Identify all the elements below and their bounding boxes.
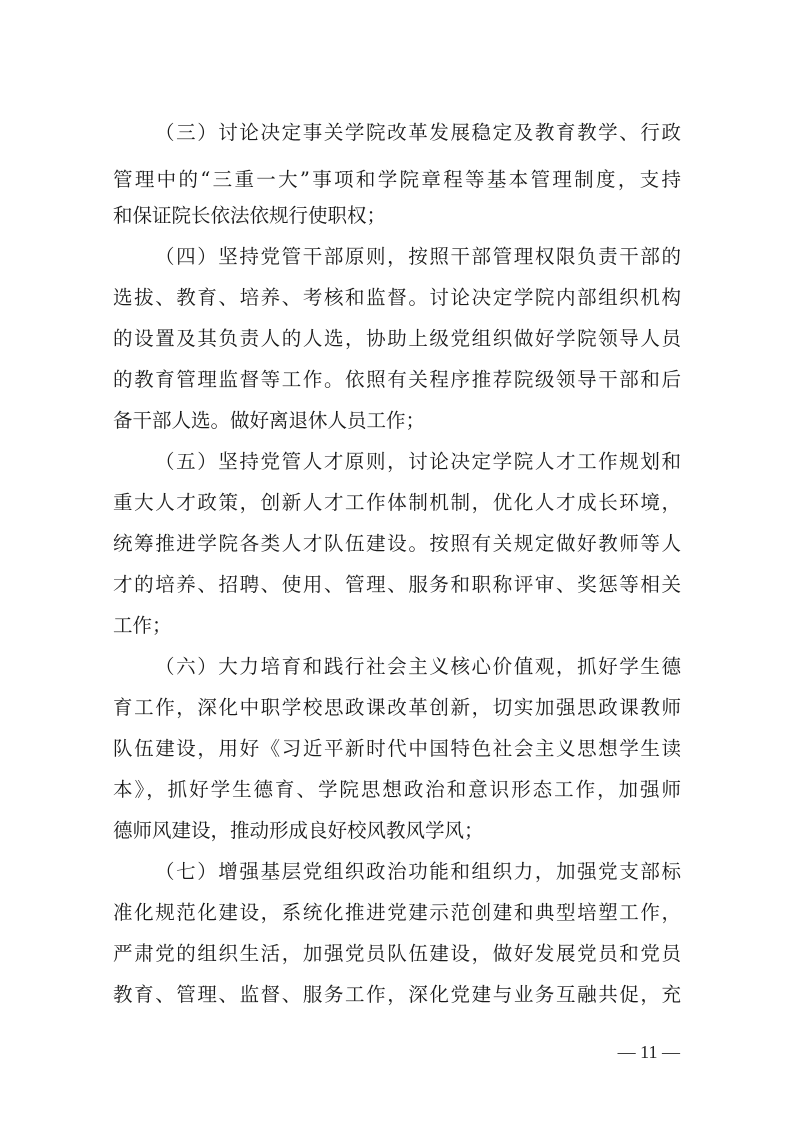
paragraph-2-line-3: 的设置及其负责人的人选，协助上级党组织做好学院领导人员	[113, 327, 681, 350]
paragraph-2-line-2: 选拔、教育、培养、考核和监督。讨论决定学院内部组织机构	[113, 286, 681, 309]
paragraph-3-line-3: 统筹推进学院各类人才队伍建设。按照有关规定做好教师等人	[113, 532, 681, 555]
paragraph-3-line-4: 才的培养、招聘、使用、管理、服务和职称评审、奖惩等相关	[113, 573, 681, 596]
paragraph-2-line-5: 备干部人选。做好离退休人员工作；	[113, 409, 426, 432]
page-number: — 11 —	[617, 1042, 680, 1062]
paragraph-3-line-1: （五）坚持党管人才原则，讨论决定学院人才工作规划和	[155, 450, 681, 473]
paragraph-5-line-2: 准化规范化建设，系统化推进党建示范创建和典型培塑工作，	[113, 901, 681, 924]
paragraph-4-line-1: （六）大力培育和践行社会主义核心价值观，抓好学生德	[155, 655, 681, 678]
paragraph-5-line-4: 教育、管理、监督、服务工作，深化党建与业务互融共促，充	[113, 983, 681, 1006]
paragraph-3-line-2: 重大人才政策，创新人才工作体制机制，优化人才成长环境，	[113, 491, 681, 514]
paragraph-4-line-5: 德师风建设，推动形成良好校风教风学风；	[113, 819, 484, 842]
paragraph-4-line-3: 队伍建设，用好《习近平新时代中国特色社会主义思想学生读	[113, 737, 681, 760]
paragraph-1-line-3: 和保证院长依法依规行使职权；	[113, 204, 387, 227]
paragraph-5-line-3: 严肃党的组织生活，加强党员队伍建设，做好发展党员和党员	[113, 942, 681, 965]
paragraph-3-line-5: 工作；	[113, 614, 172, 637]
paragraph-1-line-1: （三）讨论决定事关学院改革发展稳定及教育教学、行政	[155, 121, 681, 144]
paragraph-2-line-1: （四）坚持党管干部原则，按照干部管理权限负责干部的	[155, 245, 681, 268]
paragraph-4-line-4: 本》，抓好学生德育、学院思想政治和意识形态工作，加强师	[113, 778, 681, 801]
paragraph-1-line-2: 管理中的“三重一大”事项和学院章程等基本管理制度，支持	[113, 168, 681, 191]
paragraph-5-line-1: （七）增强基层党组织政治功能和组织力，加强党支部标	[155, 860, 681, 883]
paragraph-4-line-2: 育工作，深化中职学校思政课改革创新，切实加强思政课教师	[113, 696, 681, 719]
paragraph-2-line-4: 的教育管理监督等工作。依照有关程序推荐院级领导干部和后	[113, 368, 681, 391]
